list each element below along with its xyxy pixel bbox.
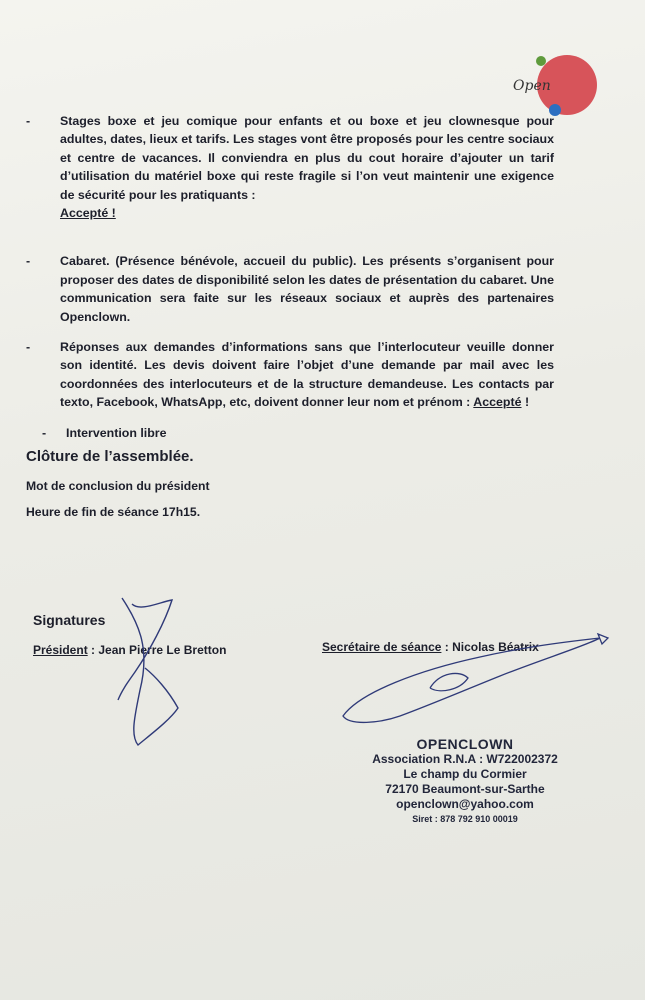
stamp-name: OPENCLOWN <box>416 736 514 752</box>
stamp-rna: Association R.N.A : W722002372 <box>372 752 558 766</box>
stamp-email: openclown@yahoo.com <box>396 797 534 811</box>
closing-conclusion: Mot de conclusion du président <box>26 479 210 493</box>
closing-title: Clôture de l’assemblée. <box>26 448 194 465</box>
signatures-heading: Signatures <box>33 612 106 628</box>
stamp-address-line1: Le champ du Cormier <box>403 767 527 781</box>
list-item: - Stages boxe et jeu comique pour enfants et ou boxe et jeu clownesque pour adultes, dates, lieux et tarifs. Les stages vont être proposés pour les centre sociaux et centre de vacances. Il conviendra en plus du cout horaire d’ajouter un tarif d’utilisation du matériel boxe qui reste fragile si l’on veut maintenir une exigence de sécurité pour les pratiquants : Accepté ! <box>26 114 554 221</box>
openclown-logo <box>505 52 605 118</box>
secretary-signature-line: Secrétaire de séance : Nicolas Béatrix <box>322 640 539 654</box>
list-item: - Intervention libre <box>42 425 167 440</box>
agenda-list <box>26 112 554 442</box>
president-signature-line: Président : Jean Pierre Le Bretton <box>33 643 227 657</box>
stamp-siret: Siret : 878 792 910 00019 <box>412 814 518 824</box>
stamp-address-line2: 72170 Beaumont-sur-Sarthe <box>385 782 545 796</box>
logo-text: Open <box>513 78 551 94</box>
list-item: - Réponses aux demandes d’informations sans que l’interlocuteur veuille donner son identité. Les devis doivent faire l’objet d’une demande par mail avec les coordonnées des interlocuteurs et de la structure demandeuse. Les contacts par texto, Facebook, WhatsApp, etc, doivent donner leur nom et prénom : Accepté ! <box>26 340 554 410</box>
closing-end-time: Heure de fin de séance 17h15. <box>26 505 201 519</box>
president-signature <box>118 598 178 745</box>
closing-section <box>26 448 426 531</box>
list-item: - Cabaret. (Présence bénévole, accueil du public). Les présents s’organisent pour proposer des dates de disponibilité selon les dates de présentation du cabaret. Une communication sera faite sur les réseaux sociaux et auprès des partenaires Openclown. <box>26 254 554 324</box>
association-stamp <box>355 736 575 827</box>
